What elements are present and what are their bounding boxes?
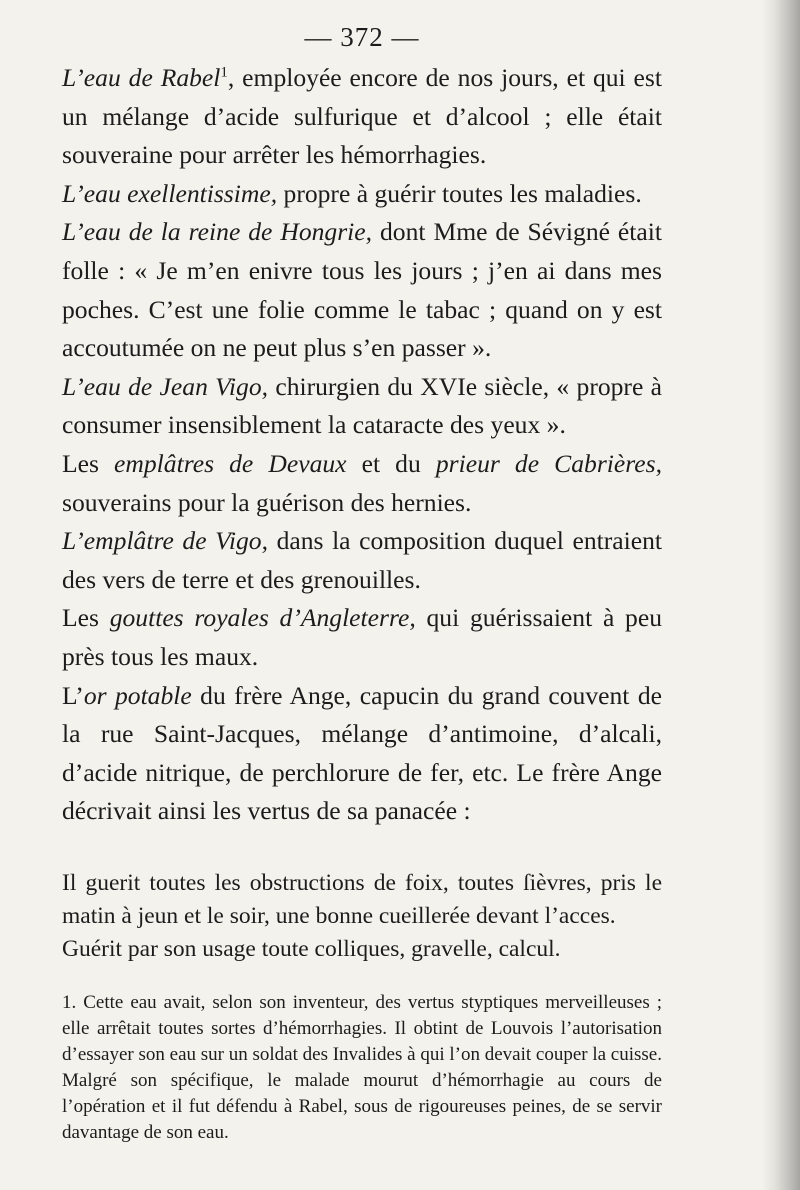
paragraph — [62, 677, 662, 831]
paragraph-connector: et du — [346, 448, 436, 478]
paragraph-italic-term: L’eau exellentissime, — [62, 178, 278, 208]
paragraph-italic-term: prieur de Cabrières, — [435, 448, 662, 478]
paragraph — [62, 175, 662, 214]
paragraph-text: du frère Ange, capucin du grand couvent de la rue Saint-Jacques, mélange d’antimoine, d’alcali, d’acide nitrique, de perchlorure de fer, etc. Le frère Ange décrivait ainsi les vertus de sa panacée : — [62, 680, 662, 826]
page-gutter-shadow — [762, 0, 800, 1190]
paragraph-italic-term: emplâtres de Devaux — [114, 448, 347, 478]
paragraph-prefix: Les — [62, 448, 115, 478]
paragraph — [62, 522, 662, 599]
paragraph-italic-term: L’emplâtre de Vigo, — [62, 526, 268, 556]
page-number: — 372 — — [304, 22, 420, 52]
paragraph-text: propre à guérir toutes les maladies. — [277, 178, 642, 208]
book-page — [62, 22, 662, 1146]
paragraph-text: qui guérissaient à peu près tous les maux. — [62, 603, 662, 671]
paragraph — [62, 445, 662, 522]
quotation-block — [62, 867, 662, 966]
paragraph-italic-term: L’eau de Jean Vigo, — [62, 371, 269, 401]
quote-line: Il guerit toutes les obstructions de foix, toutes ſièvres, pris le matin à jeun et le soir, une bonne cueillerée devant l’acces. — [62, 869, 662, 929]
paragraph — [62, 59, 662, 175]
paragraph-italic-term: gouttes royales d’Angleterre, — [109, 603, 416, 633]
footnote: 1. Cette eau avait, selon son inventeur, des vertus styptiques merveilleuses ; elle arrêtait toutes sortes d’hémorrhagies. Il obtint de Louvois l’autorisation d’essayer son eau sur un soldat des Invalides à qui l’on devait couper la cuisse. Malgré son spécifique, le malade mourut d’hémorrhagie au cours de l’opération et il fut défendu à Rabel, sous de rigoureuses peines, de se servir davantage de son eau. — [62, 991, 662, 1143]
paragraph-text: souverains pour la guérison des hernies. — [62, 487, 472, 517]
paragraph — [62, 599, 662, 676]
main-text — [62, 59, 662, 831]
paragraph-text: dont Mme de Sévigné était folle : « Je m’en enivre tous les jours ; j’en ai dans mes poches. C’est une folie comme le tabac ; quand on y est accoutumée on ne peut plus s’en passer ». — [62, 217, 662, 363]
paragraph-text: , employée encore de nos jours, et qui est un mélange d’acide sulfurique et d’alcool ; elle était souveraine pour arrêter les hémorrhagies. — [62, 63, 662, 170]
paragraph-italic-term: or potable — [83, 680, 192, 710]
paragraph — [62, 368, 662, 445]
paragraph-prefix: L’ — [62, 680, 84, 710]
paragraph — [62, 213, 662, 367]
quote-line: Guérit par son usage toute colliques, gravelle, calcul. — [62, 935, 561, 962]
paragraph-text: chirurgien du XVIe siècle, « propre à consumer insensiblement la cataracte des yeux ». — [62, 371, 662, 440]
paragraph-italic-term: L’eau de Rabel — [62, 63, 221, 92]
paragraph-prefix: Les — [62, 603, 110, 633]
paragraph-italic-term: L’eau de la reine de Hongrie, — [62, 217, 373, 247]
footnotes — [62, 990, 662, 1146]
footnote-marker: 1 — [220, 64, 228, 81]
paragraph-text: dans la composition duquel entraient des vers de terre et des grenouilles. — [62, 526, 663, 594]
